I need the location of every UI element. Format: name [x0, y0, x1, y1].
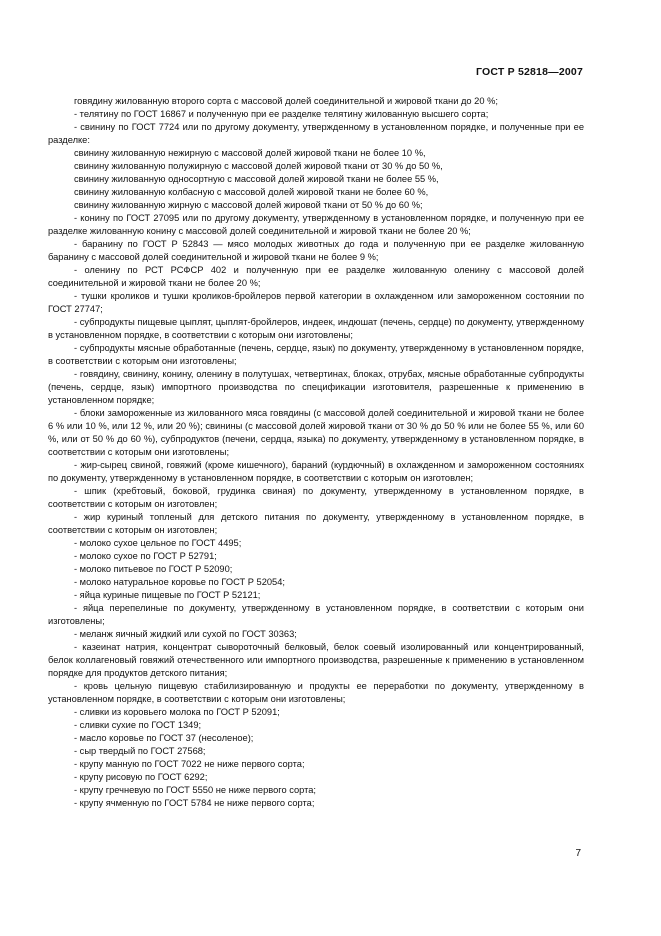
paragraph: - оленину по РСТ РСФСР 402 и полученную при ее разделке жилованную оленину с массовой долей соединительной и жировой ткани не более 20 %; — [48, 265, 584, 288]
paragraph: - баранину по ГОСТ Р 52843 — мясо молодых животных до года и полученную при ее разделке жилованную баранину с массовой долей соединительной и жировой ткани не более 9 %; — [48, 239, 584, 262]
paragraph: - молоко питьевое по ГОСТ Р 52090; — [74, 564, 233, 574]
paragraph: - тушки кроликов и тушки кроликов-бройлеров первой категории в охлажденном или замороженном состоянии по ГОСТ 27747; — [48, 291, 584, 314]
paragraph: свинину жилованную полужирную с массовой долей жировой ткани от 30 % до 50 %, — [74, 161, 443, 171]
paragraph: - кровь цельную пищевую стабилизированную и продукты ее переработки по документу, утвержденному в установленном порядке, в соответствии с которым они изготовлены; — [48, 681, 584, 704]
paragraph: - молоко сухое цельное по ГОСТ 4495; — [74, 538, 242, 548]
paragraph: - сливки сухие по ГОСТ 1349; — [74, 720, 202, 730]
paragraph: - сливки из коровьего молока по ГОСТ Р 52091; — [74, 707, 280, 717]
paragraph: - субпродукты мясные обработанные (печень, сердце, язык) по документу, утвержденному в установленном порядке, в соответствии с которым они изготовлены; — [48, 343, 584, 366]
paragraph: - телятину по ГОСТ 16867 и полученную при ее разделке телятину жилованную высшего сорта; — [74, 109, 489, 119]
paragraph: - меланж яичный жидкий или сухой по ГОСТ 30363; — [74, 629, 297, 639]
paragraph: - блоки замороженные из жилованного мяса говядины (с массовой долей соединительной и жировой ткани не более 6 % или 10 %, или 12 %, или 20 %); свинины (с массовой долей жировой ткани от 30 % до 50 % или не более 55 %, или 60 %, или от 50 % до 60 %), субпродуктов (печени, сердца, языка) по документу, утвержденному в установленном порядке, в соответствии с которым они изготовлены; — [48, 408, 584, 457]
document-body — [48, 95, 584, 810]
paragraph: - крупу манную по ГОСТ 7022 не ниже первого сорта; — [74, 759, 305, 769]
paragraph: - говядину, свинину, конину, оленину в полутушах, четвертинах, блоках, отрубах, мясные обработанные субпродукты (печень, сердце, язык) импортного производства по спецификации изготовителя, разрешенные к применению в установленном порядке; — [48, 369, 584, 405]
page-number: 7 — [575, 848, 581, 859]
paragraph: - казеинат натрия, концентрат сывороточный белковый, белок соевый изолированный или концентрированный, белок коллагеновый говяжий отечественного или импортного производства, разрешенные к применению в установленном порядке для продуктов детского питания; — [48, 642, 584, 678]
paragraph: - крупу ячменную по ГОСТ 5784 не ниже первого сорта; — [74, 798, 315, 808]
paragraph: - крупу рисовую по ГОСТ 6292; — [74, 772, 208, 782]
paragraph: - жир-сырец свиной, говяжий (кроме кишечного), бараний (курдючный) в охлажденном и замороженном состояниях по документу, утвержденному в установленном порядке, в соответствии с которым он изготовлен; — [48, 460, 584, 483]
paragraph: - шпик (хребтовый, боковой, грудинка свиная) по документу, утвержденному в установленном порядке, в соответствии с которым он изготовлен; — [48, 486, 584, 509]
paragraph: свинину жилованную жирную с массовой долей жировой ткани от 50 % до 60 %; — [74, 200, 423, 210]
paragraph: - сыр твердый по ГОСТ 27568; — [74, 746, 206, 756]
paragraph: свинину жилованную нежирную с массовой долей жировой ткани не более 10 %, — [74, 148, 426, 158]
paragraph: свинину жилованную односортную с массовой долей жировой ткани не более 55 %, — [74, 174, 439, 184]
paragraph: - свинину по ГОСТ 7724 или по другому документу, утвержденному в установленном порядке, и полученные при ее разделке: — [48, 122, 584, 145]
paragraph: - конину по ГОСТ 27095 или по другому документу, утвержденному в установленном порядке, и полученную при ее разделке жилованную конину с массовой долей соединительной и жировой ткани не более 20 %; — [48, 213, 584, 236]
paragraph: - молоко сухое по ГОСТ Р 52791; — [74, 551, 217, 561]
paragraph: - субпродукты пищевые цыплят, цыплят-бройлеров, индеек, индюшат (печень, сердце) по документу, утвержденному в установленном порядке, в соответствии с которым они изготовлены; — [48, 317, 584, 340]
paragraph: - масло коровье по ГОСТ 37 (несоленое); — [74, 733, 254, 743]
paragraph: - молоко натуральное коровье по ГОСТ Р 52054; — [74, 577, 285, 587]
paragraph: свинину жилованную колбасную с массовой долей жировой ткани не более 60 %, — [74, 187, 429, 197]
paragraph: говядину жилованную второго сорта с массовой долей соединительной и жировой ткани до 20 %; — [74, 96, 498, 106]
paragraph: - яйца куриные пищевые по ГОСТ Р 52121; — [74, 590, 261, 600]
paragraph: - яйца перепелиные по документу, утвержденному в установленном порядке, в соответствии с которым они изготовлены; — [48, 603, 584, 626]
paragraph: - крупу гречневую по ГОСТ 5550 не ниже первого сорта; — [74, 785, 317, 795]
document-code-header: ГОСТ Р 52818—2007 — [475, 66, 583, 78]
paragraph: - жир куриный топленый для детского питания по документу, утвержденному в установленном порядке, в соответствии с которым он изготовлен; — [48, 512, 584, 535]
